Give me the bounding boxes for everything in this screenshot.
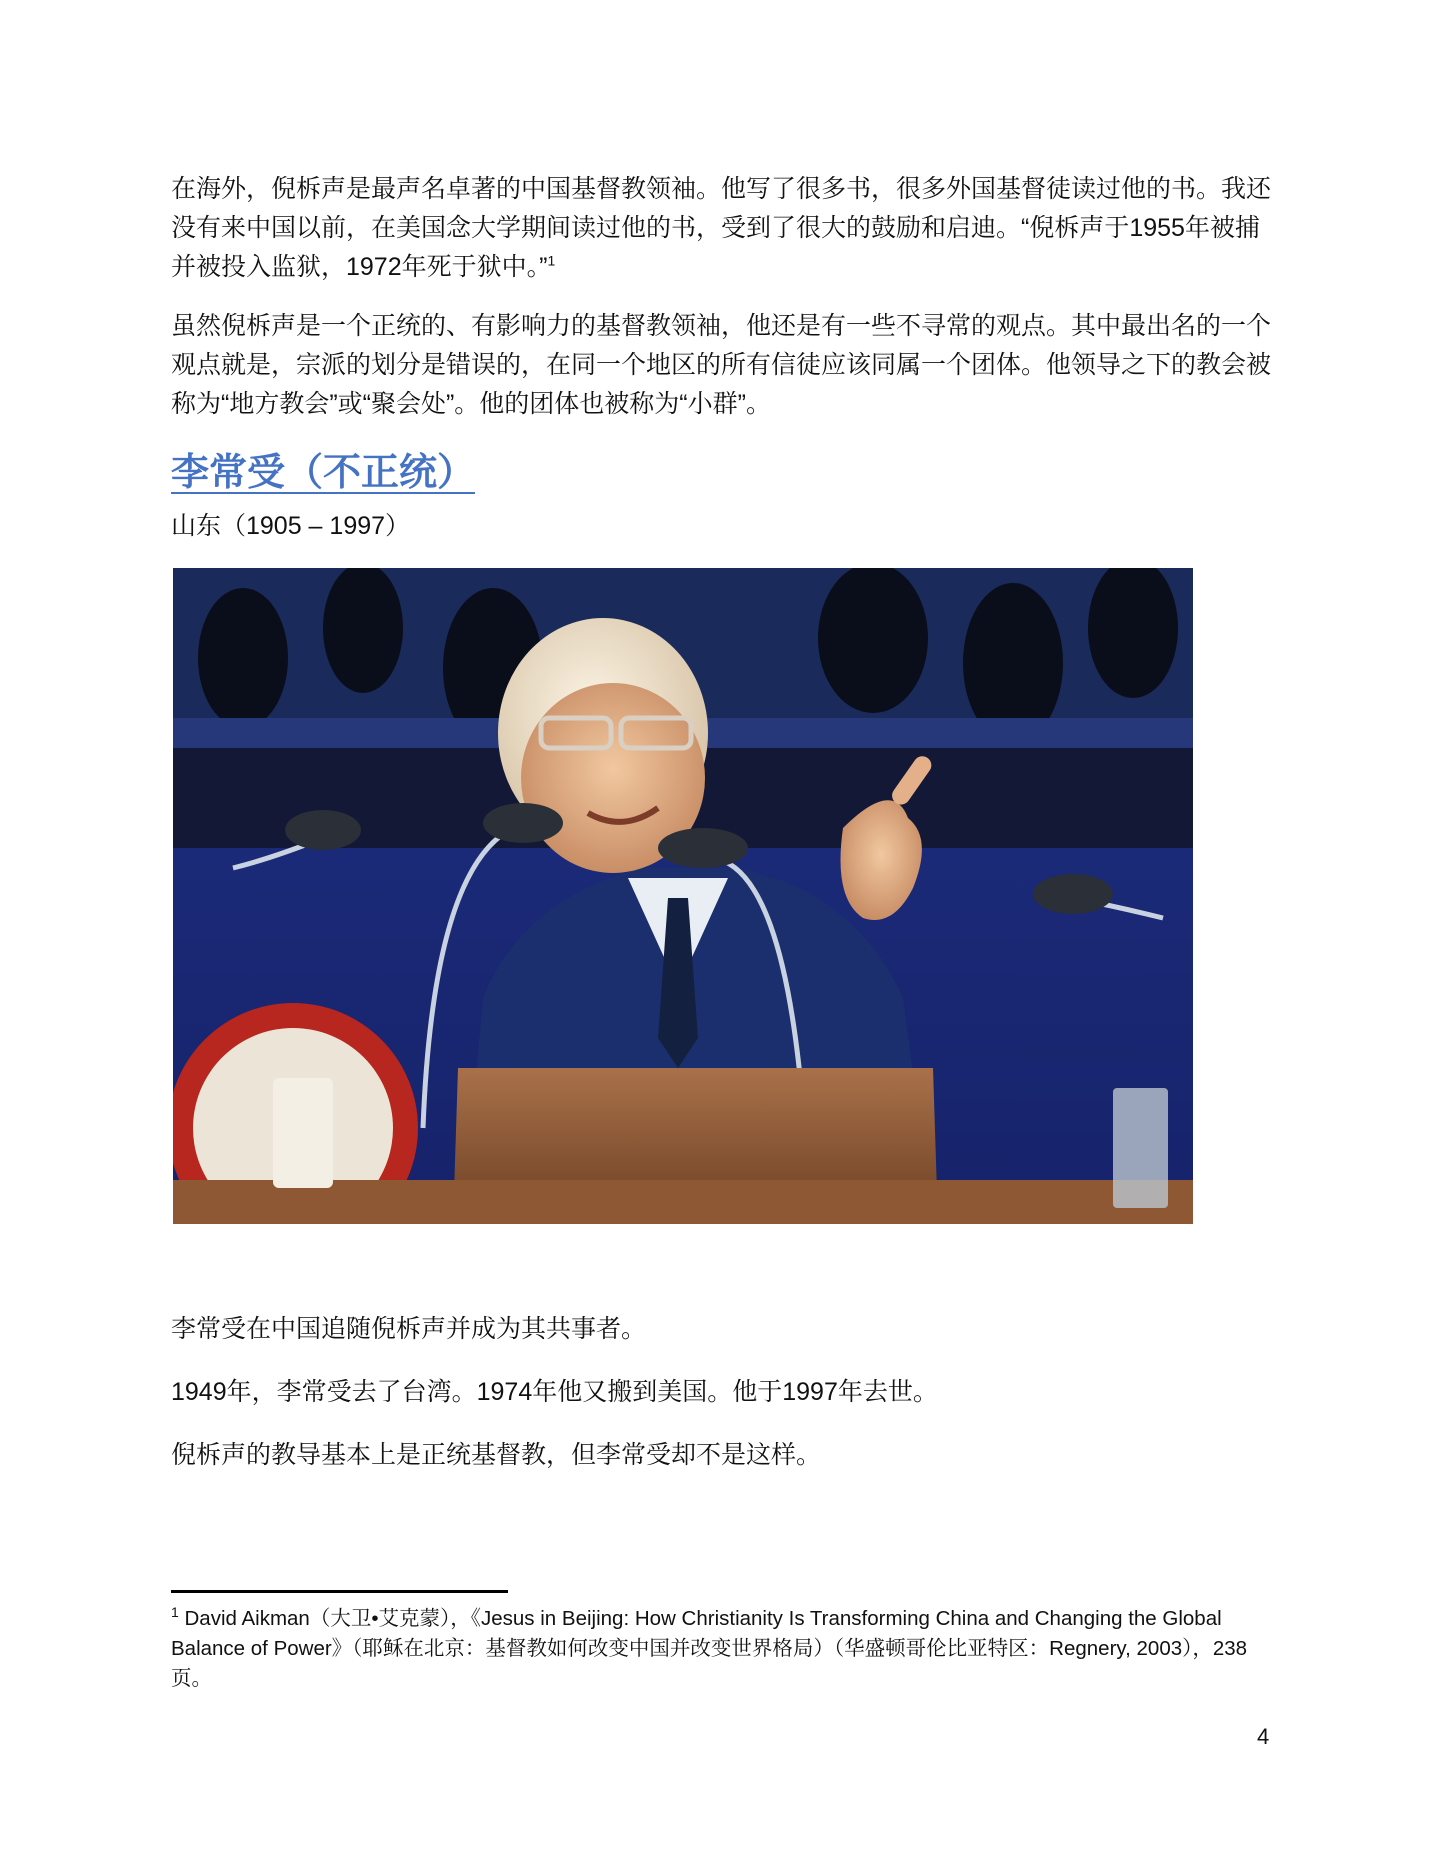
footnote-reference[interactable]: 1 bbox=[547, 252, 556, 269]
speaker-photo bbox=[173, 568, 1193, 1224]
footnote-marker: 1 bbox=[171, 1604, 179, 1621]
section-heading-link[interactable]: 李常受（不正统） bbox=[171, 452, 476, 494]
paragraph-ni-tuosheng-views: 虽然倪柝声是一个正统的、有影响力的基督教领袖，他还是有一些不寻常的观点。其中最出名的一个观点就是，宗派的划分是错误的，在同一个地区的所有信徒应该同属一个团体。他领导之下的教会被称为“地方教会”或“聚会处”。他的团体也被称为“小群”。 bbox=[171, 312, 1272, 418]
paragraph-ni-tuosheng-overseas bbox=[171, 170, 1271, 287]
paragraph-text: 在海外，倪柝声是最声名卓著的中国基督教领袖。他写了很多书，很多外国基督徒读过他的书。我还没有来中国以前，在美国念大学期间读过他的书，受到了很大的鼓励和启迪。“倪柝声于1955年被捕并被投入监狱，1972年死于狱中。” bbox=[171, 175, 1272, 281]
page-number: 4 bbox=[1257, 1724, 1270, 1749]
footnote bbox=[171, 1604, 1261, 1694]
footnote-text: David Aikman（大卫•艾克蒙），《Jesus in Beijing: How Christianity Is Transforming China and Changing the Global Balance of Power》（耶稣在北京：基督教如何改变中国并改变世界格局）（华盛顿哥伦比亚特区：Regnery, 2003），238页。 bbox=[171, 1607, 1248, 1690]
body-paragraph-2: 1949年，李常受去了台湾。1974年他又搬到美国。他于1997年去世。 bbox=[171, 1378, 938, 1406]
footnote-separator bbox=[171, 1590, 508, 1593]
photo-illustration bbox=[173, 568, 1193, 1224]
body-paragraph-1: 李常受在中国追随倪柝声并成为其共事者。 bbox=[171, 1315, 647, 1343]
section-subtitle: 山东（1905 – 1997） bbox=[171, 512, 411, 540]
body-paragraph-3: 倪柝声的教导基本上是正统基督教，但李常受却不是这样。 bbox=[171, 1441, 822, 1469]
